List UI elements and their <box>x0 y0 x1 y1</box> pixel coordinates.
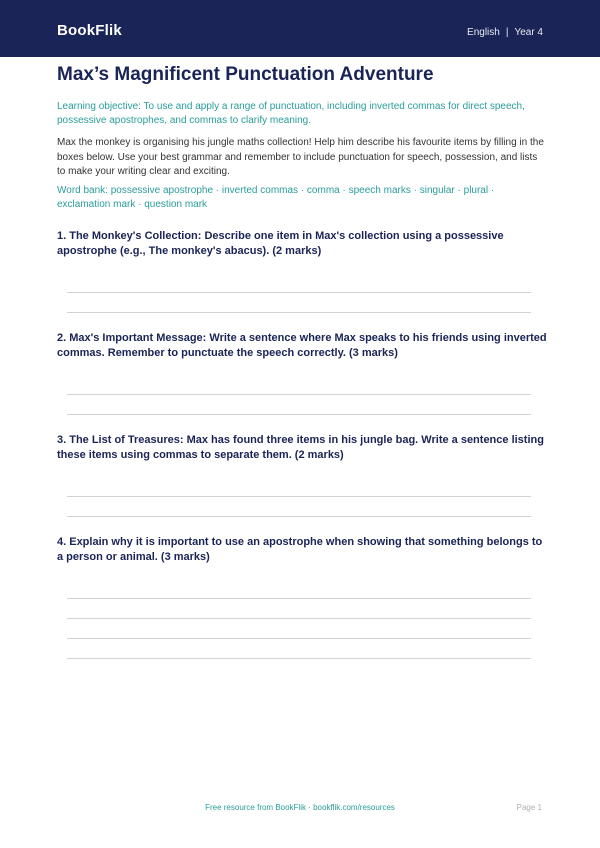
answer-line-4a[interactable] <box>67 598 531 599</box>
subject-year-info <box>467 27 543 38</box>
answer-line-4c[interactable] <box>67 638 531 639</box>
question-2: 2. Max's Important Message: Write a sentence where Max speaks to his friends using inverted commas. Remember to punctuate the speech correctly. (3 marks) <box>57 332 547 359</box>
footer-resource-link[interactable]: Free resource from BookFlik · bookflik.com/resources <box>205 803 395 812</box>
answer-line-2b[interactable] <box>67 414 531 415</box>
intro-text: Max the monkey is organising his jungle maths collection! Help him describe his favourite items by filling in the boxes below. Use your best grammar and remember to include punctuation for speech, possession, and lists to make your writing clear and exciting. <box>57 137 544 177</box>
worksheet-title: Max’s Magnificent Punctuation Adventure <box>57 64 434 85</box>
answer-line-3b[interactable] <box>67 516 531 517</box>
page-header <box>0 0 600 57</box>
answer-line-3a[interactable] <box>67 496 531 497</box>
answer-line-1b[interactable] <box>67 312 531 313</box>
page-number: Page 1 <box>516 803 542 812</box>
question-4: 4. Explain why it is important to use an apostrophe when showing that something belongs to a person or animal. (3 marks) <box>57 536 543 563</box>
answer-line-4d[interactable] <box>67 658 531 659</box>
question-3: 3. The List of Treasures: Max has found three items in his jungle bag. Write a sentence listing these items using commas to separate them. (2 marks) <box>57 434 544 461</box>
answer-line-2a[interactable] <box>67 394 531 395</box>
answer-line-1a[interactable] <box>67 292 531 293</box>
word-bank: Word bank: possessive apostrophe · inverted commas · comma · speech marks · singular · plural · exclamation mark · question mark <box>57 185 495 210</box>
brand-logo: BookFlik <box>57 22 122 39</box>
answer-line-4b[interactable] <box>67 618 531 619</box>
question-1: 1. The Monkey's Collection: Describe one item in Max's collection using a possessive apostrophe (e.g., The monkey's abacus). (2 marks) <box>57 230 504 257</box>
year-label: Year 4 <box>514 27 543 38</box>
learning-objective: Learning objective: To use and apply a range of punctuation, including inverted commas for direct speech, possessive apostrophes, and commas to clarify meaning. <box>57 101 525 126</box>
meta-separator: | <box>505 27 509 38</box>
subject-label: English <box>467 27 500 38</box>
